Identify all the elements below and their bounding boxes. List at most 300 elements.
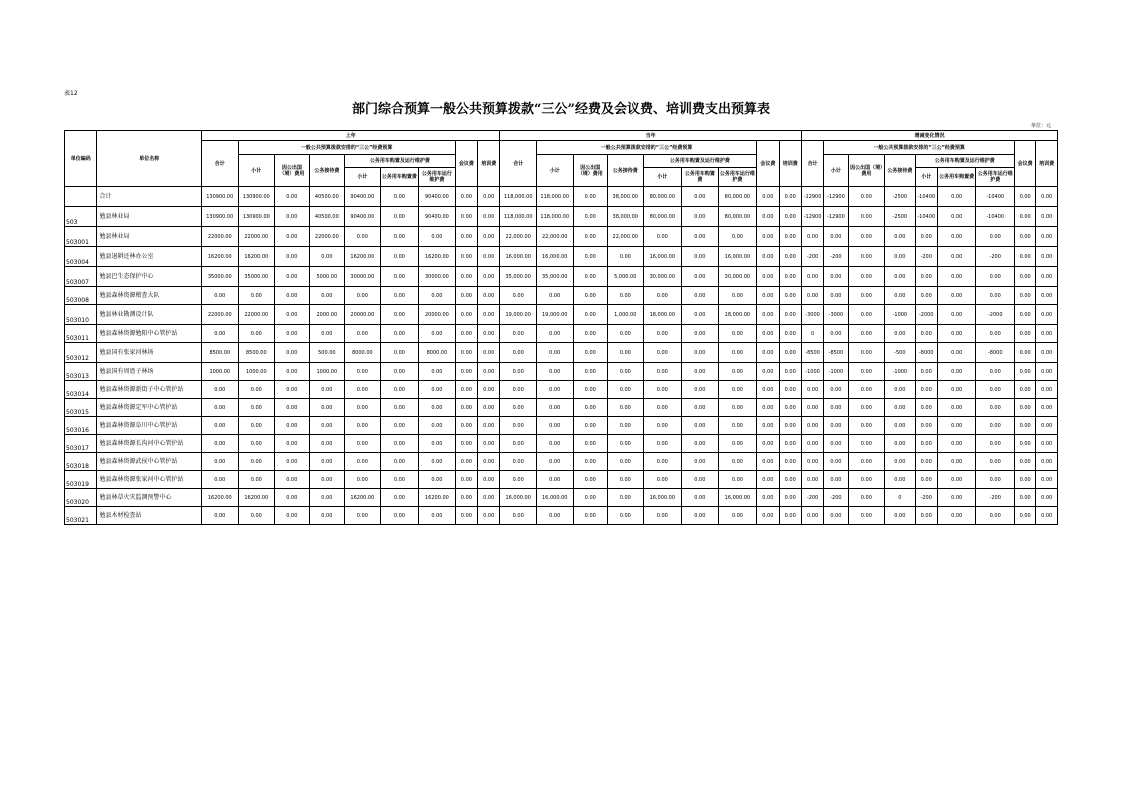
- value-cell: 0.00: [345, 381, 381, 399]
- value-cell: 0.00: [455, 227, 477, 247]
- value-cell: 0.00: [275, 325, 310, 343]
- value-cell: 16,000.00: [718, 489, 757, 507]
- header-vehicle: 公务用车购置及运行维护费: [643, 155, 757, 168]
- value-cell: 0.00: [1015, 435, 1036, 453]
- value-cell: 0.00: [682, 489, 719, 507]
- value-cell: 0.00: [608, 287, 644, 305]
- value-cell: 0.00: [937, 227, 976, 247]
- value-cell: 0.00: [757, 207, 779, 227]
- value-cell: 0.00: [478, 227, 500, 247]
- page-label: 表12: [64, 90, 78, 97]
- unit-name-cell: 合计: [97, 187, 202, 207]
- value-cell: 0.00: [718, 471, 757, 489]
- value-cell: 0.00: [275, 363, 310, 381]
- table-row: [65, 471, 1058, 489]
- header-total: 合计: [801, 141, 823, 187]
- value-cell: 8000.00: [419, 343, 456, 363]
- value-cell: 0.00: [275, 489, 310, 507]
- value-cell: 0.00: [309, 471, 345, 489]
- value-cell: 16200.00: [419, 489, 456, 507]
- value-cell: 0.00: [779, 287, 801, 305]
- value-cell: 0.00: [608, 435, 644, 453]
- value-cell: 0.00: [380, 507, 419, 525]
- value-cell: 0: [801, 325, 823, 343]
- unit-name-cell: 勉县森林资源长沟河中心管护站: [97, 435, 202, 453]
- value-cell: 0.00: [779, 227, 801, 247]
- value-cell: 0.00: [1036, 227, 1058, 247]
- value-cell: 500.00: [309, 343, 345, 363]
- value-cell: 5,000.00: [608, 267, 644, 287]
- value-cell: 0.00: [536, 417, 573, 435]
- value-cell: 0.00: [500, 399, 537, 417]
- value-cell: 0.00: [1015, 247, 1036, 267]
- value-cell: 0.00: [779, 305, 801, 325]
- value-cell: 0.00: [478, 507, 500, 525]
- unit-name-cell: 勉县木材检查站: [97, 507, 202, 525]
- value-cell: 0.00: [202, 381, 239, 399]
- header-subtotal: 小计: [824, 155, 848, 187]
- value-cell: 16,000.00: [643, 247, 682, 267]
- value-cell: 0.00: [608, 381, 644, 399]
- value-cell: 0.00: [455, 471, 477, 489]
- value-cell: 0.00: [757, 287, 779, 305]
- value-cell: 0.00: [1015, 287, 1036, 305]
- value-cell: 0.00: [682, 363, 719, 381]
- value-cell: 0.00: [309, 417, 345, 435]
- value-cell: 0.00: [500, 471, 537, 489]
- table-row: [65, 399, 1058, 417]
- value-cell: 0.00: [915, 453, 937, 471]
- header-reception: 公务接待费: [309, 155, 345, 187]
- value-cell: 0.00: [824, 471, 848, 489]
- value-cell: 0.00: [573, 453, 608, 471]
- value-cell: 0.00: [643, 363, 682, 381]
- value-cell: 0.00: [976, 227, 1015, 247]
- value-cell: 0.00: [1015, 471, 1036, 489]
- value-cell: 0.00: [848, 325, 885, 343]
- value-cell: 0.00: [801, 453, 823, 471]
- value-cell: 0.00: [718, 435, 757, 453]
- value-cell: 0.00: [885, 471, 915, 489]
- value-cell: 0.00: [380, 227, 419, 247]
- value-cell: 0.00: [500, 435, 537, 453]
- value-cell: 0.00: [573, 247, 608, 267]
- value-cell: 0.00: [455, 399, 477, 417]
- value-cell: 0.00: [478, 267, 500, 287]
- value-cell: 0.00: [682, 417, 719, 435]
- unit-name-cell: 勉县国有张家河林场: [97, 343, 202, 363]
- value-cell: 30000.00: [345, 267, 381, 287]
- value-cell: 0.00: [885, 399, 915, 417]
- value-cell: 0.00: [682, 399, 719, 417]
- unit-code-cell: 503015: [65, 399, 97, 417]
- value-cell: 0.00: [824, 417, 848, 435]
- unit-code-cell: 503016: [65, 417, 97, 435]
- budget-table: [64, 130, 1058, 525]
- value-cell: 22,000.00: [536, 227, 573, 247]
- value-cell: 0.00: [536, 287, 573, 305]
- header-meeting: 会议费: [455, 141, 477, 187]
- value-cell: 0.00: [848, 489, 885, 507]
- value-cell: 0.00: [455, 417, 477, 435]
- value-cell: 0.00: [419, 507, 456, 525]
- value-cell: 0.00: [478, 453, 500, 471]
- value-cell: -10400: [976, 207, 1015, 227]
- value-cell: 0.00: [573, 325, 608, 343]
- value-cell: 0.00: [1015, 507, 1036, 525]
- value-cell: 30,000.00: [718, 267, 757, 287]
- value-cell: 0.00: [885, 227, 915, 247]
- header-reception: 公务接待费: [885, 155, 915, 187]
- unit-code-cell: 503: [65, 207, 97, 227]
- value-cell: 0.00: [1036, 381, 1058, 399]
- value-cell: 18,000.00: [643, 305, 682, 325]
- value-cell: 0.00: [275, 267, 310, 287]
- value-cell: 0.00: [380, 343, 419, 363]
- value-cell: 0.00: [573, 227, 608, 247]
- table-row: [65, 381, 1058, 399]
- value-cell: 0.00: [380, 453, 419, 471]
- value-cell: 0.00: [885, 325, 915, 343]
- value-cell: 16,000.00: [536, 247, 573, 267]
- table-row: [65, 325, 1058, 343]
- unit-name-cell: 勉县国有周厝子林场: [97, 363, 202, 381]
- value-cell: 0.00: [345, 453, 381, 471]
- value-cell: 0.00: [885, 381, 915, 399]
- header-total: 合计: [202, 141, 239, 187]
- value-cell: 0.00: [824, 381, 848, 399]
- value-cell: 0.00: [779, 453, 801, 471]
- value-cell: 0.00: [801, 287, 823, 305]
- header-training: 培训费: [478, 141, 500, 187]
- unit-code-cell: 503013: [65, 363, 97, 381]
- value-cell: 0.00: [275, 207, 310, 227]
- value-cell: 130900.00: [238, 187, 275, 207]
- value-cell: 35,000.00: [536, 267, 573, 287]
- value-cell: 0.00: [937, 453, 976, 471]
- value-cell: 0.00: [419, 325, 456, 343]
- value-cell: 0.00: [238, 399, 275, 417]
- value-cell: 0.00: [718, 507, 757, 525]
- value-cell: 0.00: [937, 207, 976, 227]
- value-cell: 0.00: [682, 343, 719, 363]
- value-cell: 0.00: [608, 363, 644, 381]
- value-cell: 0.00: [202, 507, 239, 525]
- header-vehicle-run: 公务用车运行维护费: [718, 168, 757, 187]
- value-cell: 0.00: [202, 435, 239, 453]
- value-cell: 0.00: [478, 363, 500, 381]
- value-cell: 16200.00: [238, 247, 275, 267]
- value-cell: 0.00: [885, 417, 915, 435]
- header-training: 培训费: [1036, 141, 1058, 187]
- value-cell: 0.00: [275, 227, 310, 247]
- unit-code-cell: 503019: [65, 471, 97, 489]
- unit-name-cell: 勉县森林资源新街子中心管护站: [97, 381, 202, 399]
- value-cell: 0.00: [718, 325, 757, 343]
- value-cell: 0.00: [937, 471, 976, 489]
- value-cell: -3000: [801, 305, 823, 325]
- value-cell: 0.00: [536, 381, 573, 399]
- value-cell: 0.00: [380, 489, 419, 507]
- value-cell: 0.00: [757, 227, 779, 247]
- value-cell: 0.00: [500, 453, 537, 471]
- value-cell: 16200.00: [345, 247, 381, 267]
- value-cell: 0.00: [608, 453, 644, 471]
- value-cell: -2500: [885, 187, 915, 207]
- value-cell: 0.00: [1015, 417, 1036, 435]
- value-cell: 0.00: [848, 305, 885, 325]
- value-cell: 0.00: [718, 399, 757, 417]
- value-cell: 130900.00: [238, 207, 275, 227]
- value-cell: 0.00: [1015, 305, 1036, 325]
- unit-name-cell: 勉县森林资源稽查大队: [97, 287, 202, 305]
- value-cell: 0.00: [345, 399, 381, 417]
- value-cell: 0.00: [757, 305, 779, 325]
- value-cell: 22000.00: [202, 305, 239, 325]
- value-cell: 0.00: [824, 435, 848, 453]
- value-cell: 0.00: [1036, 417, 1058, 435]
- table-row: [65, 453, 1058, 471]
- value-cell: 0.00: [275, 435, 310, 453]
- value-cell: 0.00: [682, 287, 719, 305]
- header-curr-year: 当年: [500, 131, 801, 141]
- value-cell: 0.00: [419, 417, 456, 435]
- value-cell: 0.00: [478, 325, 500, 343]
- value-cell: 0.00: [202, 325, 239, 343]
- value-cell: 0.00: [682, 305, 719, 325]
- value-cell: 0.00: [824, 453, 848, 471]
- value-cell: 0.00: [757, 343, 779, 363]
- table-body: [65, 187, 1058, 525]
- value-cell: 0.00: [275, 187, 310, 207]
- value-cell: 0.00: [643, 507, 682, 525]
- value-cell: 0.00: [238, 507, 275, 525]
- value-cell: -10400: [976, 187, 1015, 207]
- value-cell: 0.00: [500, 363, 537, 381]
- value-cell: -1000: [824, 363, 848, 381]
- value-cell: 0.00: [885, 507, 915, 525]
- table-row: [65, 287, 1058, 305]
- value-cell: 0.00: [779, 187, 801, 207]
- value-cell: 0.00: [380, 287, 419, 305]
- unit-name-cell: 勉县林业勘测设计队: [97, 305, 202, 325]
- header-subtotal: 小计: [238, 155, 275, 187]
- value-cell: -200: [801, 489, 823, 507]
- header-three-public: 一般公共预算拨款安排的“三公”经费预算: [238, 141, 455, 155]
- value-cell: 38,000.00: [608, 207, 644, 227]
- value-cell: 16,000.00: [536, 489, 573, 507]
- unit-name-cell: 勉县森林资源武侯中心管护站: [97, 453, 202, 471]
- value-cell: 0.00: [202, 471, 239, 489]
- value-cell: 0.00: [643, 227, 682, 247]
- value-cell: 0.00: [682, 227, 719, 247]
- value-cell: 0.00: [608, 399, 644, 417]
- value-cell: 8500.00: [238, 343, 275, 363]
- value-cell: 0.00: [915, 381, 937, 399]
- value-cell: 0.00: [1015, 363, 1036, 381]
- value-cell: 16,000.00: [500, 247, 537, 267]
- value-cell: 0.00: [779, 247, 801, 267]
- value-cell: 0.00: [937, 363, 976, 381]
- value-cell: 0.00: [718, 227, 757, 247]
- value-cell: 0.00: [937, 343, 976, 363]
- value-cell: 0.00: [608, 471, 644, 489]
- value-cell: -10400: [915, 187, 937, 207]
- value-cell: 0.00: [455, 363, 477, 381]
- unit-code-cell: 503001: [65, 227, 97, 247]
- value-cell: -200: [915, 489, 937, 507]
- value-cell: 0.00: [1015, 399, 1036, 417]
- value-cell: 20000.00: [345, 305, 381, 325]
- value-cell: 0.00: [801, 435, 823, 453]
- value-cell: 8000.00: [345, 343, 381, 363]
- value-cell: 0.00: [757, 471, 779, 489]
- value-cell: 2000.00: [309, 305, 345, 325]
- value-cell: 0.00: [779, 363, 801, 381]
- value-cell: 0.00: [608, 507, 644, 525]
- unit-code-cell: 503014: [65, 381, 97, 399]
- unit-name-cell: 勉县林草火灾监测预警中心: [97, 489, 202, 507]
- value-cell: 0.00: [573, 399, 608, 417]
- value-cell: -200: [976, 247, 1015, 267]
- value-cell: 0.00: [915, 363, 937, 381]
- unit-code-cell: 503011: [65, 325, 97, 343]
- value-cell: -200: [824, 489, 848, 507]
- value-cell: 0.00: [937, 381, 976, 399]
- header-vehicle-buy: 公务用车购置费: [682, 168, 719, 187]
- value-cell: 40500.00: [309, 187, 345, 207]
- value-cell: 0.00: [380, 247, 419, 267]
- value-cell: 0.00: [345, 227, 381, 247]
- value-cell: 0.00: [536, 399, 573, 417]
- value-cell: 0.00: [1036, 287, 1058, 305]
- value-cell: 0.00: [275, 471, 310, 489]
- value-cell: 0.00: [848, 343, 885, 363]
- unit-code-cell: 503020: [65, 489, 97, 507]
- value-cell: 0.00: [682, 325, 719, 343]
- unit-code-cell: 503017: [65, 435, 97, 453]
- value-cell: 0.00: [478, 247, 500, 267]
- value-cell: 1000.00: [309, 363, 345, 381]
- value-cell: 0.00: [848, 227, 885, 247]
- value-cell: 0.00: [1036, 325, 1058, 343]
- value-cell: 0.00: [309, 287, 345, 305]
- table-row: [65, 363, 1058, 381]
- value-cell: 0.00: [500, 507, 537, 525]
- value-cell: 16200.00: [238, 489, 275, 507]
- value-cell: -200: [801, 247, 823, 267]
- value-cell: 0.00: [801, 381, 823, 399]
- value-cell: 0.00: [1015, 489, 1036, 507]
- value-cell: 0.00: [380, 435, 419, 453]
- value-cell: 80,000.00: [643, 207, 682, 227]
- value-cell: 0.00: [682, 471, 719, 489]
- value-cell: 0.00: [915, 227, 937, 247]
- header-subtotal: 小计: [536, 155, 573, 187]
- value-cell: 0.00: [824, 325, 848, 343]
- value-cell: 118,000.00: [500, 207, 537, 227]
- value-cell: 0.00: [238, 381, 275, 399]
- value-cell: 0.00: [1036, 363, 1058, 381]
- value-cell: 0.00: [478, 187, 500, 207]
- value-cell: 0.00: [682, 435, 719, 453]
- value-cell: -10400: [915, 207, 937, 227]
- value-cell: 0.00: [202, 453, 239, 471]
- value-cell: 0.00: [478, 417, 500, 435]
- unit-code-cell: 503004: [65, 247, 97, 267]
- value-cell: 0.00: [1015, 325, 1036, 343]
- unit-name-cell: 勉县森林资源张家河中心管护站: [97, 471, 202, 489]
- value-cell: 0.00: [757, 267, 779, 287]
- value-cell: 5000.00: [309, 267, 345, 287]
- value-cell: 0.00: [757, 363, 779, 381]
- value-cell: -12900: [801, 207, 823, 227]
- value-cell: 0.00: [419, 435, 456, 453]
- table-row: [65, 187, 1058, 207]
- value-cell: 0.00: [757, 247, 779, 267]
- table-row: [65, 507, 1058, 525]
- value-cell: 0.00: [419, 363, 456, 381]
- value-cell: 0.00: [937, 435, 976, 453]
- value-cell: 0.00: [976, 471, 1015, 489]
- value-cell: 0.00: [1015, 381, 1036, 399]
- value-cell: 1000.00: [202, 363, 239, 381]
- header-vehicle-subtotal: 小计: [345, 168, 381, 187]
- table-row: [65, 343, 1058, 363]
- header-three-public: 一般公共预算拨款安排的“三公”经费预算: [824, 141, 1015, 155]
- value-cell: 0.00: [455, 287, 477, 305]
- value-cell: 0.00: [478, 435, 500, 453]
- value-cell: 0.00: [915, 267, 937, 287]
- value-cell: 0.00: [573, 267, 608, 287]
- value-cell: 0.00: [848, 207, 885, 227]
- value-cell: 0.00: [536, 435, 573, 453]
- value-cell: 0.00: [682, 381, 719, 399]
- value-cell: 0.00: [682, 507, 719, 525]
- value-cell: 0.00: [643, 381, 682, 399]
- value-cell: 0.00: [380, 471, 419, 489]
- value-cell: 22000.00: [238, 305, 275, 325]
- header-training: 培训费: [779, 141, 801, 187]
- unit-name-cell: 勉县森林资源阜川中心管护站: [97, 417, 202, 435]
- value-cell: 0.00: [643, 471, 682, 489]
- value-cell: 0.00: [275, 453, 310, 471]
- value-cell: -8500: [824, 343, 848, 363]
- value-cell: -2000: [915, 305, 937, 325]
- value-cell: 0.00: [419, 381, 456, 399]
- value-cell: 0.00: [275, 343, 310, 363]
- value-cell: 35,000.00: [500, 267, 537, 287]
- value-cell: 0.00: [275, 381, 310, 399]
- value-cell: 90400.00: [345, 207, 381, 227]
- value-cell: 0.00: [757, 507, 779, 525]
- value-cell: 0.00: [848, 417, 885, 435]
- header-vehicle-buy: 公务用车购置费: [937, 168, 976, 187]
- value-cell: 0.00: [682, 267, 719, 287]
- value-cell: 0.00: [824, 507, 848, 525]
- value-cell: 0.00: [824, 287, 848, 305]
- value-cell: 0.00: [848, 287, 885, 305]
- value-cell: 0.00: [848, 363, 885, 381]
- value-cell: 0.00: [643, 453, 682, 471]
- value-cell: -3000: [824, 305, 848, 325]
- value-cell: 0.00: [915, 399, 937, 417]
- value-cell: 0.00: [643, 343, 682, 363]
- value-cell: 0.00: [573, 363, 608, 381]
- header-overseas: 因公出国（境）费用: [573, 155, 608, 187]
- header-overseas: 因公出国（境）费用: [848, 155, 885, 187]
- value-cell: 0.00: [275, 287, 310, 305]
